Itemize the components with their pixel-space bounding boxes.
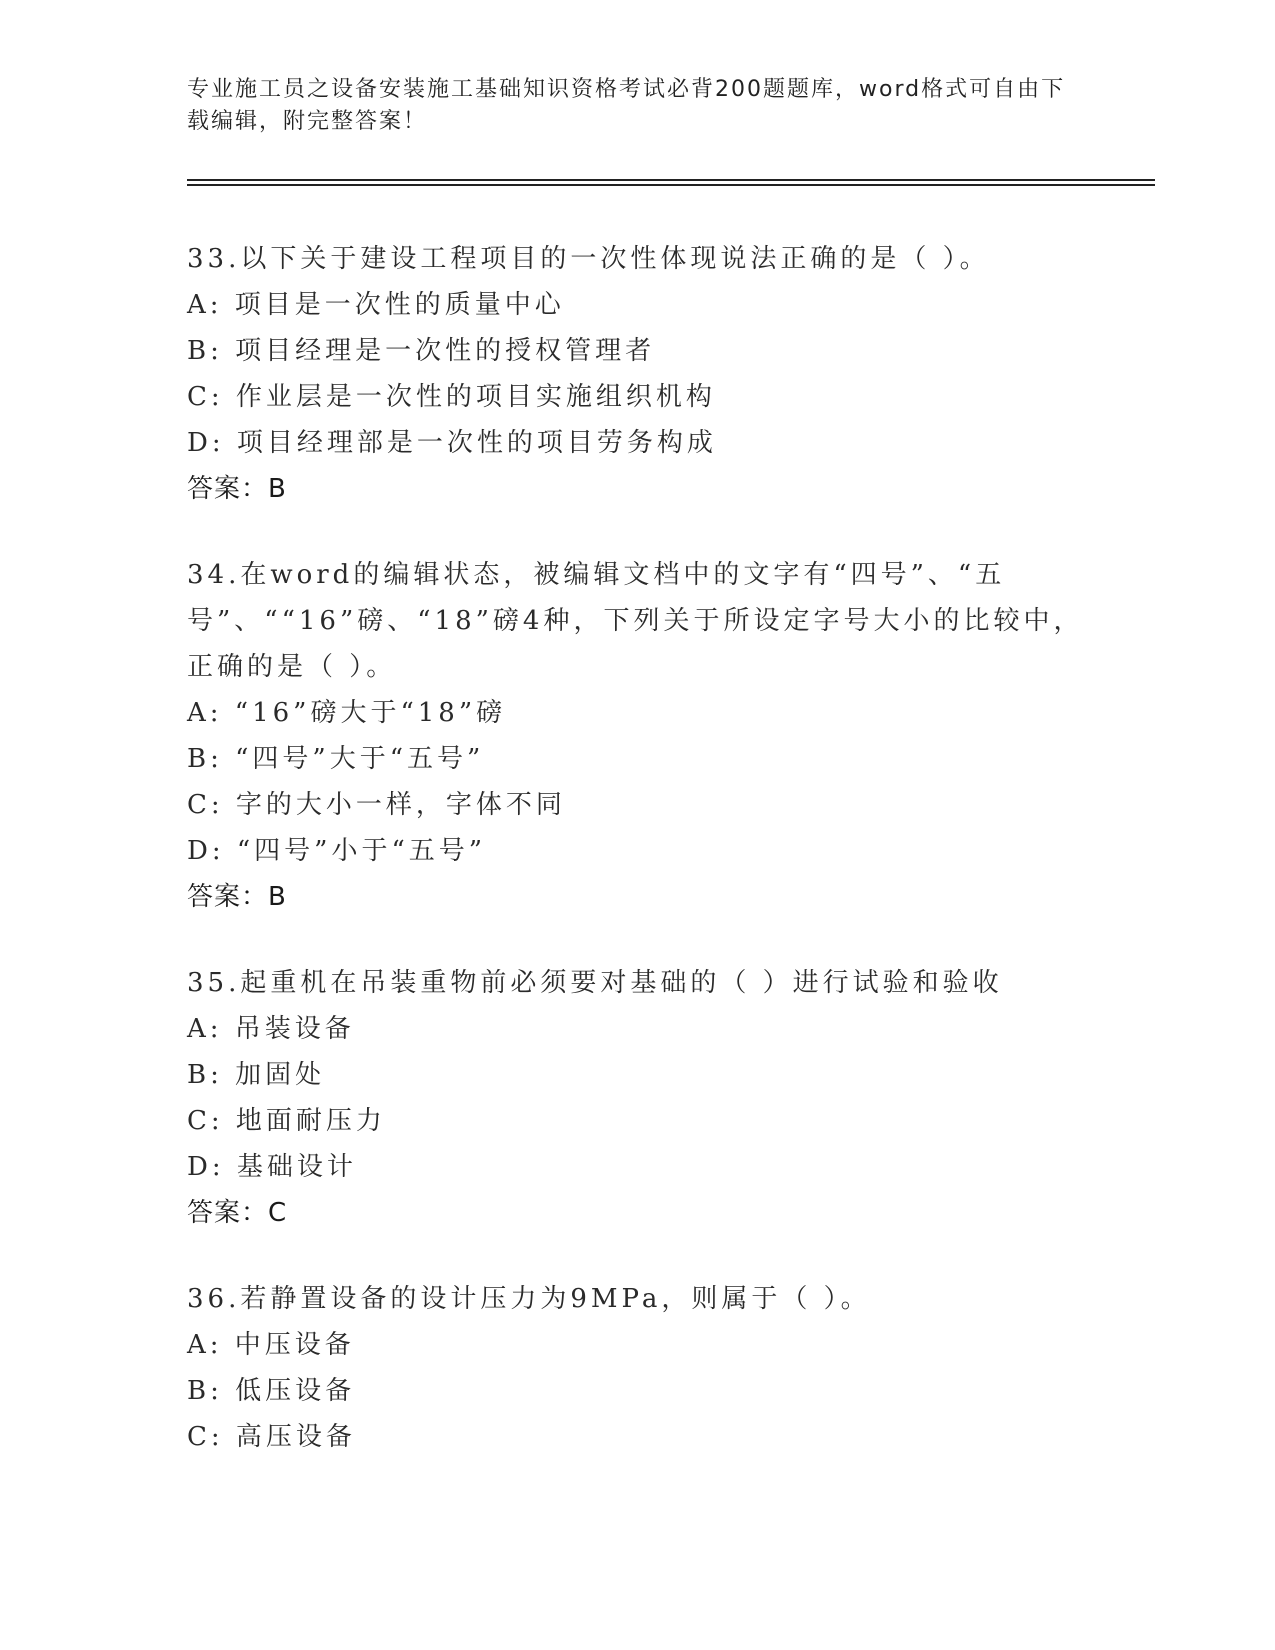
option-c: C: 作业层是一次性的项目实施组织机构 xyxy=(187,382,716,412)
option-c: C: 高压设备 xyxy=(187,1422,356,1452)
option-a: A: 中压设备 xyxy=(187,1330,355,1360)
header-rule-top xyxy=(187,179,1155,181)
question-35 xyxy=(187,960,1087,1236)
option-b: B: 加固处 xyxy=(187,1060,326,1090)
option-d: D: 项目经理部是一次性的项目劳务构成 xyxy=(187,428,717,458)
option-a: A: “16”磅大于“18”磅 xyxy=(187,698,507,728)
question-33 xyxy=(187,236,1087,512)
question-34 xyxy=(187,552,1087,920)
option-b: B: “四号”大于“五号” xyxy=(187,744,485,774)
option-c: C: 字的大小一样，字体不同 xyxy=(187,790,566,820)
question-stem: 34.在word的编辑状态，被编辑文档中的文字有“四号”、“五号”、““16”磅、“18”磅4种，下列关于所设定字号大小的比较中，正确的是（ ）。 xyxy=(187,560,1084,682)
header-rule-bottom xyxy=(187,184,1155,186)
question-stem: 35.起重机在吊装重物前必须要对基础的（ ）进行试验和验收 xyxy=(187,968,1003,998)
question-stem: 36.若静置设备的设计压力为9MPa，则属于（ ）。 xyxy=(187,1284,871,1314)
option-d: D: 基础设计 xyxy=(187,1152,357,1182)
option-b: B: 项目经理是一次性的授权管理者 xyxy=(187,336,656,366)
option-b: B: 低压设备 xyxy=(187,1376,356,1406)
answer: 答案：C xyxy=(187,1198,288,1228)
question-list xyxy=(187,236,1087,1500)
answer: 答案：B xyxy=(187,474,287,504)
answer: 答案：B xyxy=(187,882,287,912)
question-36 xyxy=(187,1276,1087,1460)
option-c: C: 地面耐压力 xyxy=(187,1106,386,1136)
option-d: D: “四号”小于“五号” xyxy=(187,836,487,866)
option-a: A: 吊装设备 xyxy=(187,1014,355,1044)
question-stem: 33.以下关于建设工程项目的一次性体现说法正确的是（ ）。 xyxy=(187,244,990,274)
document-header: 专业施工员之设备安装施工基础知识资格考试必背200题题库，word格式可自由下载编辑，附完整答案！ xyxy=(187,77,1066,134)
option-a: A: 项目是一次性的质量中心 xyxy=(187,290,565,320)
